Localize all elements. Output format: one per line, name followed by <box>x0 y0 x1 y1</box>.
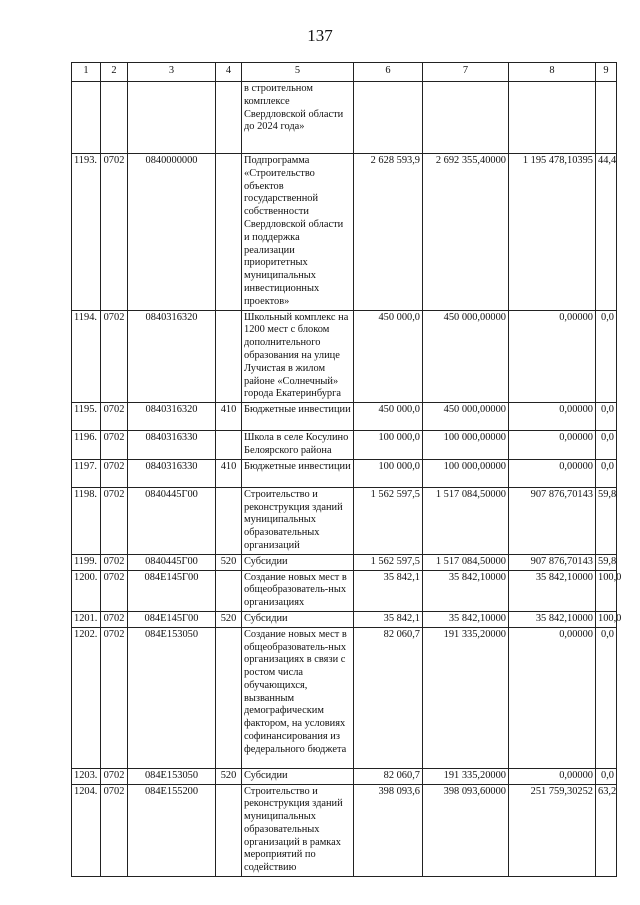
table-row <box>72 554 617 570</box>
value-col7: 398 093,60000 <box>423 784 509 877</box>
value-col6: 1 562 597,5 <box>354 554 423 570</box>
expense-type-code <box>216 431 242 460</box>
value-col7: 100 000,00000 <box>423 431 509 460</box>
target-article-code: 0840316330 <box>128 459 216 487</box>
row-number: 1196. <box>72 431 101 460</box>
value-col6: 398 093,6 <box>354 784 423 877</box>
value-col6: 100 000,0 <box>354 431 423 460</box>
section-code: 0702 <box>101 554 128 570</box>
value-col8: 1 195 478,10395 <box>509 154 596 311</box>
header-cell: 5 <box>242 63 354 82</box>
target-article-code: 0840445Г00 <box>128 554 216 570</box>
budget-table <box>71 62 622 877</box>
section-code: 0702 <box>101 459 128 487</box>
value-col6: 2 628 593,9 <box>354 154 423 311</box>
section-code <box>101 82 128 154</box>
item-name: Создание новых мест в общеобразователь-ных организациях в связи с ростом числа обучающихся, вызванным демографическим фактором, на условиях софинансирования из федерального бюджета <box>242 627 354 768</box>
value-col8: 907 876,70143 <box>509 554 596 570</box>
value-col8: 0,00000 <box>509 768 596 784</box>
row-number: 1193. <box>72 154 101 311</box>
item-name: Бюджетные инвестиции <box>242 459 354 487</box>
section-code: 0702 <box>101 431 128 460</box>
page-number: 137 <box>307 26 333 45</box>
table-row <box>72 431 617 460</box>
row-number: 1201. <box>72 611 101 627</box>
target-article-code: 084Е145Г00 <box>128 570 216 611</box>
section-code: 0702 <box>101 627 128 768</box>
section-code: 0702 <box>101 154 128 311</box>
row-number: 1194. <box>72 310 101 403</box>
value-col8: 35 842,10000 <box>509 570 596 611</box>
table-row <box>72 784 617 877</box>
target-article-code: 084Е155200 <box>128 784 216 877</box>
value-col7: 450 000,00000 <box>423 403 509 431</box>
header-cell: 1 <box>72 63 101 82</box>
expense-type-code: 520 <box>216 768 242 784</box>
value-col8: 35 842,10000 <box>509 611 596 627</box>
value-col6 <box>354 82 423 154</box>
value-col7: 450 000,00000 <box>423 310 509 403</box>
expense-type-code: 410 <box>216 403 242 431</box>
header-cell: 6 <box>354 63 423 82</box>
target-article-code: 084Е153050 <box>128 627 216 768</box>
row-number: 1203. <box>72 768 101 784</box>
expense-type-code <box>216 627 242 768</box>
section-code: 0702 <box>101 310 128 403</box>
value-col8: 0,00000 <box>509 431 596 460</box>
item-name: Строительство и реконструкция зданий муниципальных образовательных организаций в рамках мероприятий по содействию <box>242 784 354 877</box>
table-row <box>72 403 617 431</box>
header-cell: 3 <box>128 63 216 82</box>
percent-col9 <box>596 82 617 154</box>
row-number: 1202. <box>72 627 101 768</box>
header-cell: 9 <box>596 63 617 82</box>
target-article-code: 0840316320 <box>128 403 216 431</box>
section-code: 0702 <box>101 768 128 784</box>
table-row <box>72 459 617 487</box>
section-code: 0702 <box>101 611 128 627</box>
table-row <box>72 487 617 554</box>
target-article-code <box>128 82 216 154</box>
percent-col9: 59,8 <box>596 487 617 554</box>
percent-col9: 59,8 <box>596 554 617 570</box>
target-article-code: 0840316330 <box>128 431 216 460</box>
header-cell: 4 <box>216 63 242 82</box>
item-name: Субсидии <box>242 768 354 784</box>
percent-col9: 100,0 <box>596 570 617 611</box>
target-article-code: 0840000000 <box>128 154 216 311</box>
percent-col9: 0,0 <box>596 459 617 487</box>
value-col6: 450 000,0 <box>354 403 423 431</box>
expense-type-code: 520 <box>216 554 242 570</box>
value-col8: 907 876,70143 <box>509 487 596 554</box>
row-number: 1195. <box>72 403 101 431</box>
expense-type-code <box>216 82 242 154</box>
table-row <box>72 82 617 154</box>
percent-col9: 0,0 <box>596 310 617 403</box>
item-name: в строительном комплексе Свердловской области до 2024 года» <box>242 82 354 154</box>
header-cell: 7 <box>423 63 509 82</box>
row-number: 1198. <box>72 487 101 554</box>
value-col6: 1 562 597,5 <box>354 487 423 554</box>
value-col8: 0,00000 <box>509 403 596 431</box>
table-row <box>72 154 617 311</box>
item-name: Школьный комплекс на 1200 мест с блоком дополнительного образования на улице Лучистая в жилом районе «Солнечный» города Екатеринбурга <box>242 310 354 403</box>
value-col8: 0,00000 <box>509 459 596 487</box>
item-name: Школа в селе Косулино Белоярского района <box>242 431 354 460</box>
value-col8: 0,00000 <box>509 310 596 403</box>
percent-col9: 0,0 <box>596 403 617 431</box>
value-col7 <box>423 82 509 154</box>
target-article-code: 0840316320 <box>128 310 216 403</box>
row-number: 1204. <box>72 784 101 877</box>
row-number: 1199. <box>72 554 101 570</box>
value-col7: 191 335,20000 <box>423 768 509 784</box>
section-code: 0702 <box>101 403 128 431</box>
row-number: 1200. <box>72 570 101 611</box>
percent-col9: 63,2 <box>596 784 617 877</box>
section-code: 0702 <box>101 784 128 877</box>
value-col6: 35 842,1 <box>354 570 423 611</box>
item-name: Строительство и реконструкция зданий муниципальных образовательных организаций <box>242 487 354 554</box>
value-col6: 100 000,0 <box>354 459 423 487</box>
value-col7: 100 000,00000 <box>423 459 509 487</box>
row-number: 1197. <box>72 459 101 487</box>
expense-type-code: 520 <box>216 611 242 627</box>
percent-col9: 0,0 <box>596 431 617 460</box>
value-col7: 35 842,10000 <box>423 611 509 627</box>
section-code: 0702 <box>101 570 128 611</box>
value-col8 <box>509 82 596 154</box>
item-name: Субсидии <box>242 611 354 627</box>
section-code: 0702 <box>101 487 128 554</box>
item-name: Создание новых мест в общеобразователь-ных организациях <box>242 570 354 611</box>
value-col6: 82 060,7 <box>354 627 423 768</box>
table-row <box>72 611 617 627</box>
value-col7: 2 692 355,40000 <box>423 154 509 311</box>
value-col6: 35 842,1 <box>354 611 423 627</box>
expense-type-code <box>216 784 242 877</box>
table-row <box>72 627 617 768</box>
table-row <box>72 310 617 403</box>
expense-type-code <box>216 310 242 403</box>
table-row <box>72 570 617 611</box>
percent-col9: 100,0 <box>596 611 617 627</box>
value-col6: 82 060,7 <box>354 768 423 784</box>
target-article-code: 084Е153050 <box>128 768 216 784</box>
expense-type-code <box>216 570 242 611</box>
percent-col9: 0,0 <box>596 768 617 784</box>
header-row <box>72 63 617 82</box>
header-cell: 8 <box>509 63 596 82</box>
percent-col9: 44,4 <box>596 154 617 311</box>
header-cell: 2 <box>101 63 128 82</box>
row-number <box>72 82 101 154</box>
percent-col9: 0,0 <box>596 627 617 768</box>
value-col7: 35 842,10000 <box>423 570 509 611</box>
value-col7: 1 517 084,50000 <box>423 554 509 570</box>
value-col8: 251 759,30252 <box>509 784 596 877</box>
item-name: Субсидии <box>242 554 354 570</box>
expense-type-code: 410 <box>216 459 242 487</box>
expense-type-code <box>216 154 242 311</box>
item-name: Подпрограмма «Строительство объектов государственной собственности Свердловской области и поддержка реализации приоритетных муниципальных инвестиционных проектов» <box>242 154 354 311</box>
value-col6: 450 000,0 <box>354 310 423 403</box>
target-article-code: 0840445Г00 <box>128 487 216 554</box>
expense-type-code <box>216 487 242 554</box>
item-name: Бюджетные инвестиции <box>242 403 354 431</box>
value-col7: 1 517 084,50000 <box>423 487 509 554</box>
target-article-code: 084Е145Г00 <box>128 611 216 627</box>
value-col8: 0,00000 <box>509 627 596 768</box>
table-row <box>72 768 617 784</box>
value-col7: 191 335,20000 <box>423 627 509 768</box>
